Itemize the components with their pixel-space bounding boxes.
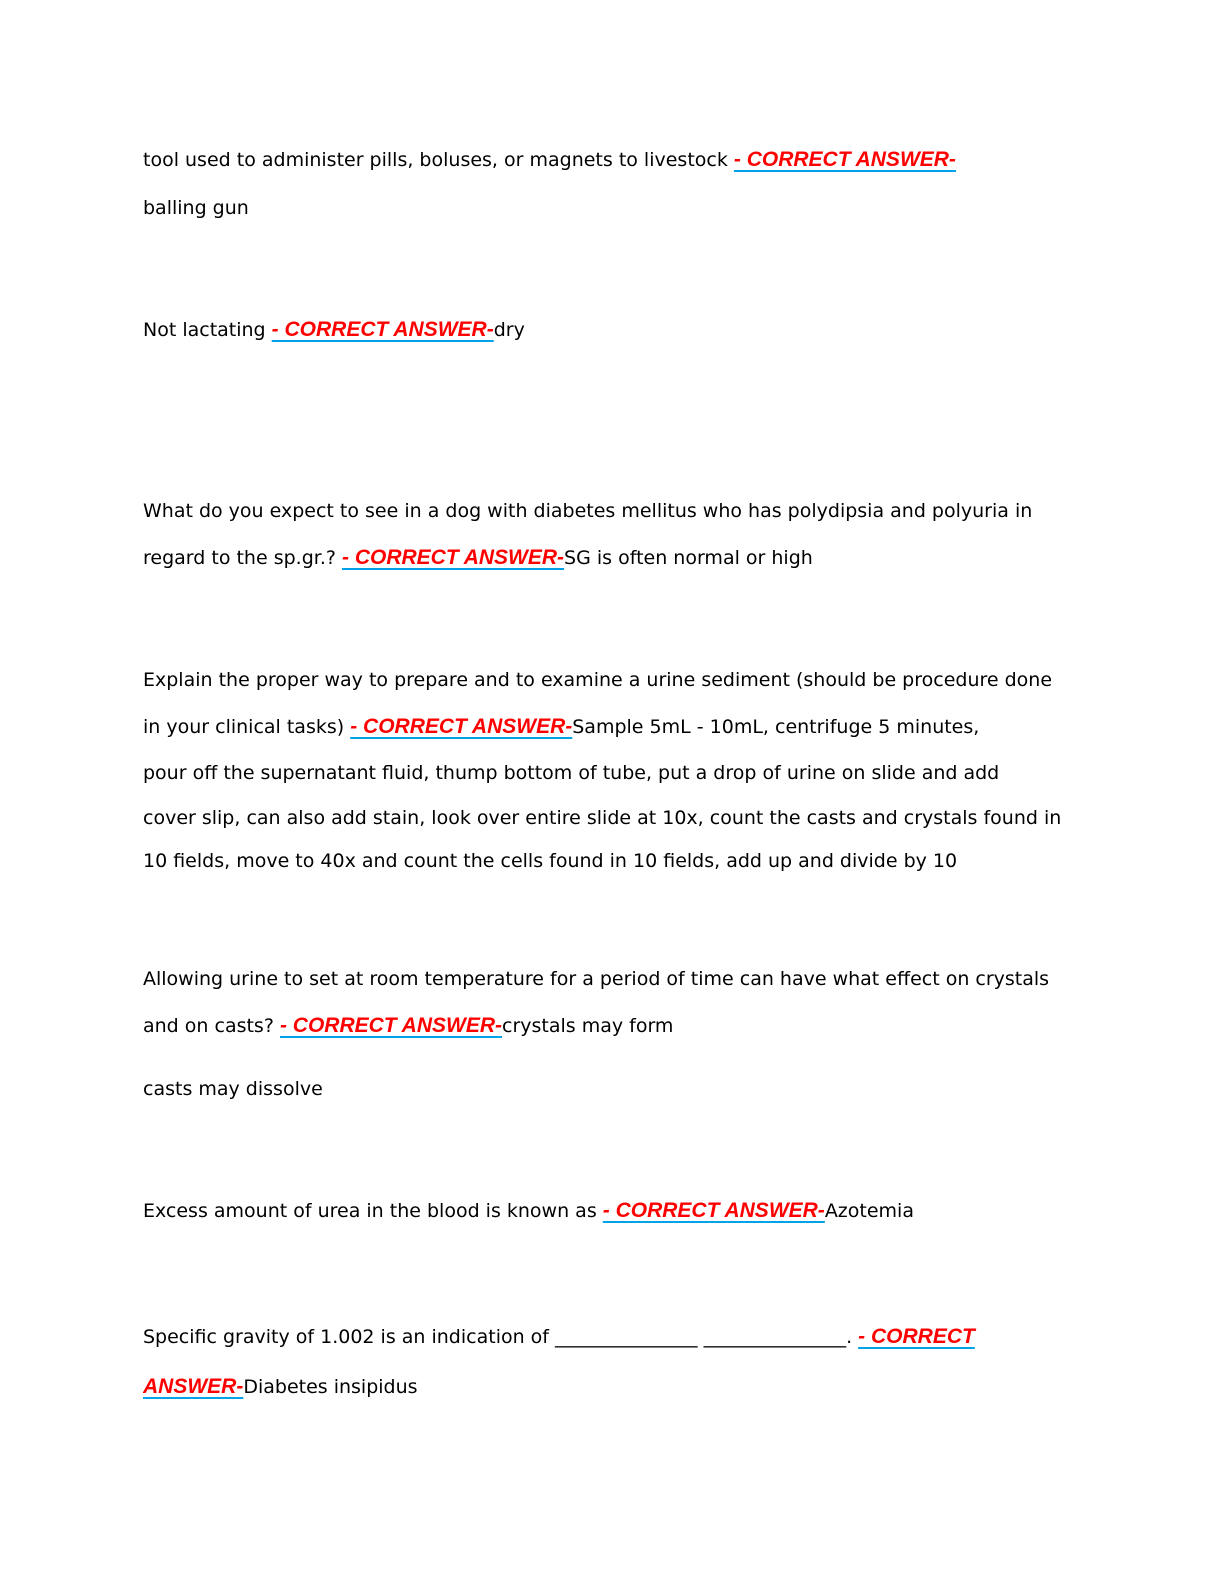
qa-7-question-line: [143, 1325, 975, 1349]
qa-1-question: tool used to administer pills, boluses, or magnets to livestock: [143, 149, 734, 171]
qa-6-line: [143, 1199, 914, 1223]
qa-5-answer-marker: - CORRECT ANSWER-: [279, 1014, 502, 1037]
qa-3-question: regard to the sp.gr.?: [143, 547, 342, 569]
qa-6-answer: Azotemia: [824, 1200, 914, 1222]
qa-4-answer-marker: - CORRECT ANSWER-: [350, 715, 573, 738]
qa-3-question-line-2: [143, 546, 813, 570]
qa-3-question-line-1: What do you expect to see in a dog with diabetes mellitus who has polydipsia and polyuria in: [143, 500, 1033, 522]
qa-5-question-line-1: Allowing urine to set at room temperature for a period of time can have what effect on crystals: [143, 968, 1050, 990]
qa-4-question-line-2: [143, 715, 979, 739]
qa-6-answer-marker: - CORRECT ANSWER-: [602, 1199, 825, 1222]
qa-7-answer-marker-part1: - CORRECT: [858, 1325, 975, 1348]
qa-5-question-line-2: [143, 1014, 673, 1038]
qa-3-answer-marker: - CORRECT ANSWER-: [342, 546, 565, 569]
qa-7-answer: Diabetes insipidus: [243, 1376, 418, 1398]
qa-6-question: Excess amount of urea in the blood is known as: [143, 1200, 603, 1222]
qa-2-line: [143, 318, 525, 342]
qa-2-answer: dry: [493, 319, 525, 341]
qa-5-question: and on casts?: [143, 1015, 280, 1037]
qa-4-question: in your clinical tasks): [143, 716, 351, 738]
qa-3-answer: SG is often normal or high: [564, 547, 813, 569]
qa-7-answer-marker-part2: ANSWER-: [143, 1375, 244, 1398]
qa-4-answer-line-2: pour off the supernatant fluid, thump bottom of tube, put a drop of urine on slide and add: [143, 762, 1000, 784]
qa-5-answer-line-2: casts may dissolve: [143, 1078, 323, 1100]
qa-7-question: Specific gravity of 1.002 is an indication of _______________ _______________.: [143, 1326, 859, 1348]
qa-4-question-line-1: Explain the proper way to prepare and to examine a urine sediment (should be procedure done: [143, 669, 1053, 691]
qa-4-answer: Sample 5mL - 10mL, centrifuge 5 minutes,: [572, 716, 980, 738]
qa-7-answer-line: [143, 1375, 418, 1399]
qa-1-answer-marker: - CORRECT ANSWER-: [733, 148, 956, 171]
qa-4-answer-line-4: 10 fields, move to 40x and count the cells found in 10 fields, add up and divide by 10: [143, 850, 958, 872]
qa-1-question-line: [143, 148, 956, 172]
qa-4-answer-line-3: cover slip, can also add stain, look over entire slide at 10x, count the casts and crystals found in: [143, 807, 1062, 829]
qa-2-question: Not lactating: [143, 319, 272, 341]
qa-2-answer-marker: - CORRECT ANSWER-: [271, 318, 494, 341]
qa-5-answer: crystals may form: [502, 1015, 674, 1037]
qa-1-answer: balling gun: [143, 197, 249, 219]
